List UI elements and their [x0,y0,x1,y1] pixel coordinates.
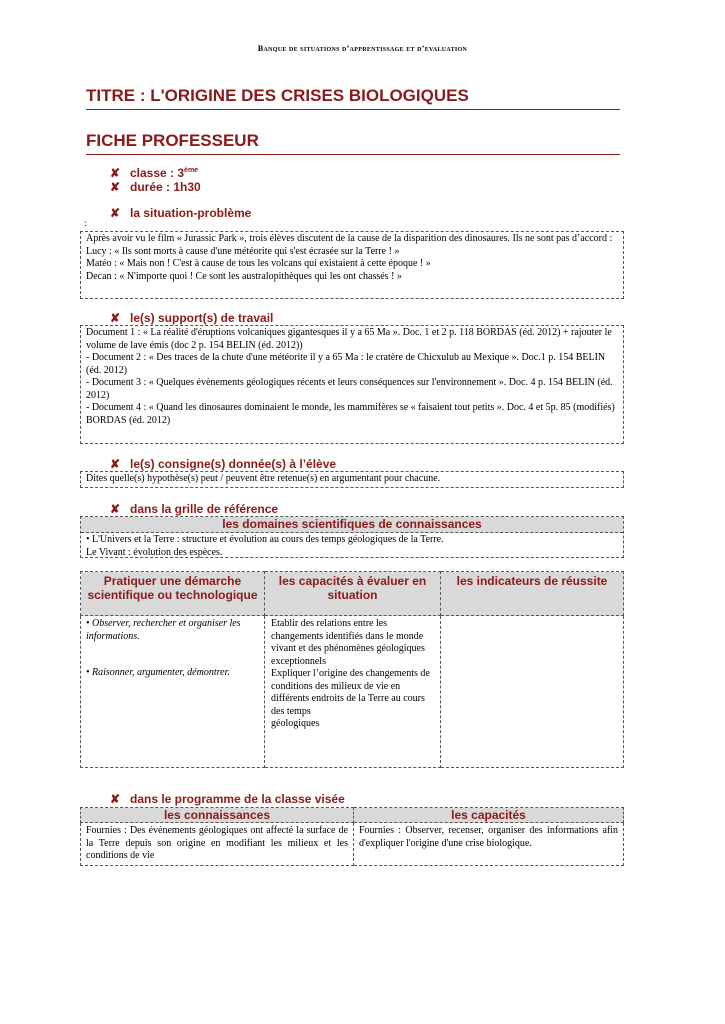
programme-table [80,807,624,866]
support-line: - Document 3 : « Quelques évènements géologiques récents et leurs conséquences sur l'environnement ». Doc. 4 p. 154 BELIN (éd. 2012) [86,377,613,401]
document-header: Banque de situations d’apprentissage et d’evaluation [257,44,468,53]
supports-heading-label: le(s) support(s) de travail [130,311,274,325]
cross-mark-icon: ✘ [110,311,121,325]
grille-heading-label: dans la grille de référence [130,502,279,516]
grid-cell-demarche [81,616,265,768]
domaines-band: les domaines scientifiques de connaissances [81,517,623,533]
grille-heading [110,502,278,516]
situation-heading [110,206,251,220]
domaines-box [80,516,624,558]
programme-cell-capacites: Fournies : Observer, recenser, organiser des informations afin d'expliquer l'origine d'une crise biologique. [354,823,624,866]
cross-mark-icon: ✘ [110,180,121,194]
demarche-line: • Raisonner, argumenter, démontrer. [86,667,230,678]
consigne-heading [110,457,336,471]
grid-header-capacites: les capacités à évaluer en situation [265,572,441,616]
demarche-line: • Observer, rechercher et organiser les informations. [86,618,241,642]
situation-box [80,231,624,299]
programme-heading [110,792,345,806]
domaine-line: • L'Univers et la Terre : structure et évolution au cours des temps géologiques de la Terre. [86,534,444,545]
support-line: Document 1 : « La réalité d'éruptions volcaniques gigantesques il y a 65 Ma ». Doc. 1 et 2 p. 118 BORDAS (éd. 2012) + rajouter le volume de lave émis (doc 2 p. 154 BELIN (éd. 2012)) [86,327,612,351]
situation-line: Matéo : « Mais non ! C'est à cause de tous les volcans qui existaient à cette époque ! » [86,258,431,269]
situation-heading-label: la situation-problème [130,206,252,220]
domaine-line: Le Vivant : évolution des espèces. [86,546,223,558]
grid-header-indicateurs: les indicateurs de réussite [441,572,624,616]
grid-cell-capacites: Etablir des relations entre les changements identifiés dans le monde vivant et des phénomènes géologiques exceptionnels Expliquer l’origine des changements de conditions des milieux de vie en différents endroits de la Terre au cours des temps géologiques [265,616,441,768]
duree-label: durée : 1h30 [130,180,201,194]
colon-mark: : [84,218,87,228]
support-line: - Document 4 : « Quand les dinosaures dominaient le monde, les mammifères se « faisaient tout petits ». Doc. 4 et 5p. 85 (modifiés) BORDAS (éd. 2012) [86,402,615,426]
classe-item [110,166,198,180]
support-line: - Document 2 : « Des traces de la chute d'une météorite il y a 65 Ma : le cratère de Chicxulub au Mexique ». Doc.1 p. 154 BELIN (éd. 2012) [86,352,606,376]
supports-box [80,325,624,444]
grid-cell-indicateurs [441,616,624,768]
cross-mark-icon: ✘ [110,457,121,471]
classe-label: classe : 3 [130,166,185,180]
evaluation-grid [80,571,624,768]
cross-mark-icon: ✘ [110,206,121,220]
page-subtitle: FICHE PROFESSEUR [86,131,620,155]
cross-mark-icon: ✘ [110,792,121,806]
situation-line: Après avoir vu le film « Jurassic Park », trois élèves discutent de la cause de la disparition des dinosaures. Ils ne sont pas d’accord : [86,233,613,244]
consigne-heading-label: le(s) consigne(s) donnée(s) à l’élève [130,457,337,471]
programme-heading-label: dans le programme de la classe visée [130,792,345,806]
page-title: TITRE : L'ORIGINE DES CRISES BIOLOGIQUES [86,86,620,110]
programme-cell-connaissances: Fournies : Des événements géologiques ont affecté la surface de la Terre depuis son origine en modifiant les milieux et les conditions de vie [81,823,354,866]
cross-mark-icon: ✘ [110,166,121,180]
duree-item [110,180,201,194]
situation-line: Decan : « N'importe quoi ! Ce sont les australopithèques qui les ont chassés ! » [86,270,402,282]
situation-line: Lucy : « Ils sont morts à cause d'une météorite qui s'est écrasée sur la Terre ! » [86,245,400,257]
programme-header-connaissances: les connaissances [81,808,354,823]
grid-header-demarche: Pratiquer une démarche scientifique ou technologique [81,572,265,616]
cross-mark-icon: ✘ [110,502,121,516]
classe-sup: ème [184,167,199,174]
consigne-box: Dites quelle(s) hypothèse(s) peut / peuvent être retenue(s) en argumentant pour chacune. [80,471,624,488]
programme-header-capacites: les capacités [354,808,624,823]
supports-heading [110,311,273,325]
